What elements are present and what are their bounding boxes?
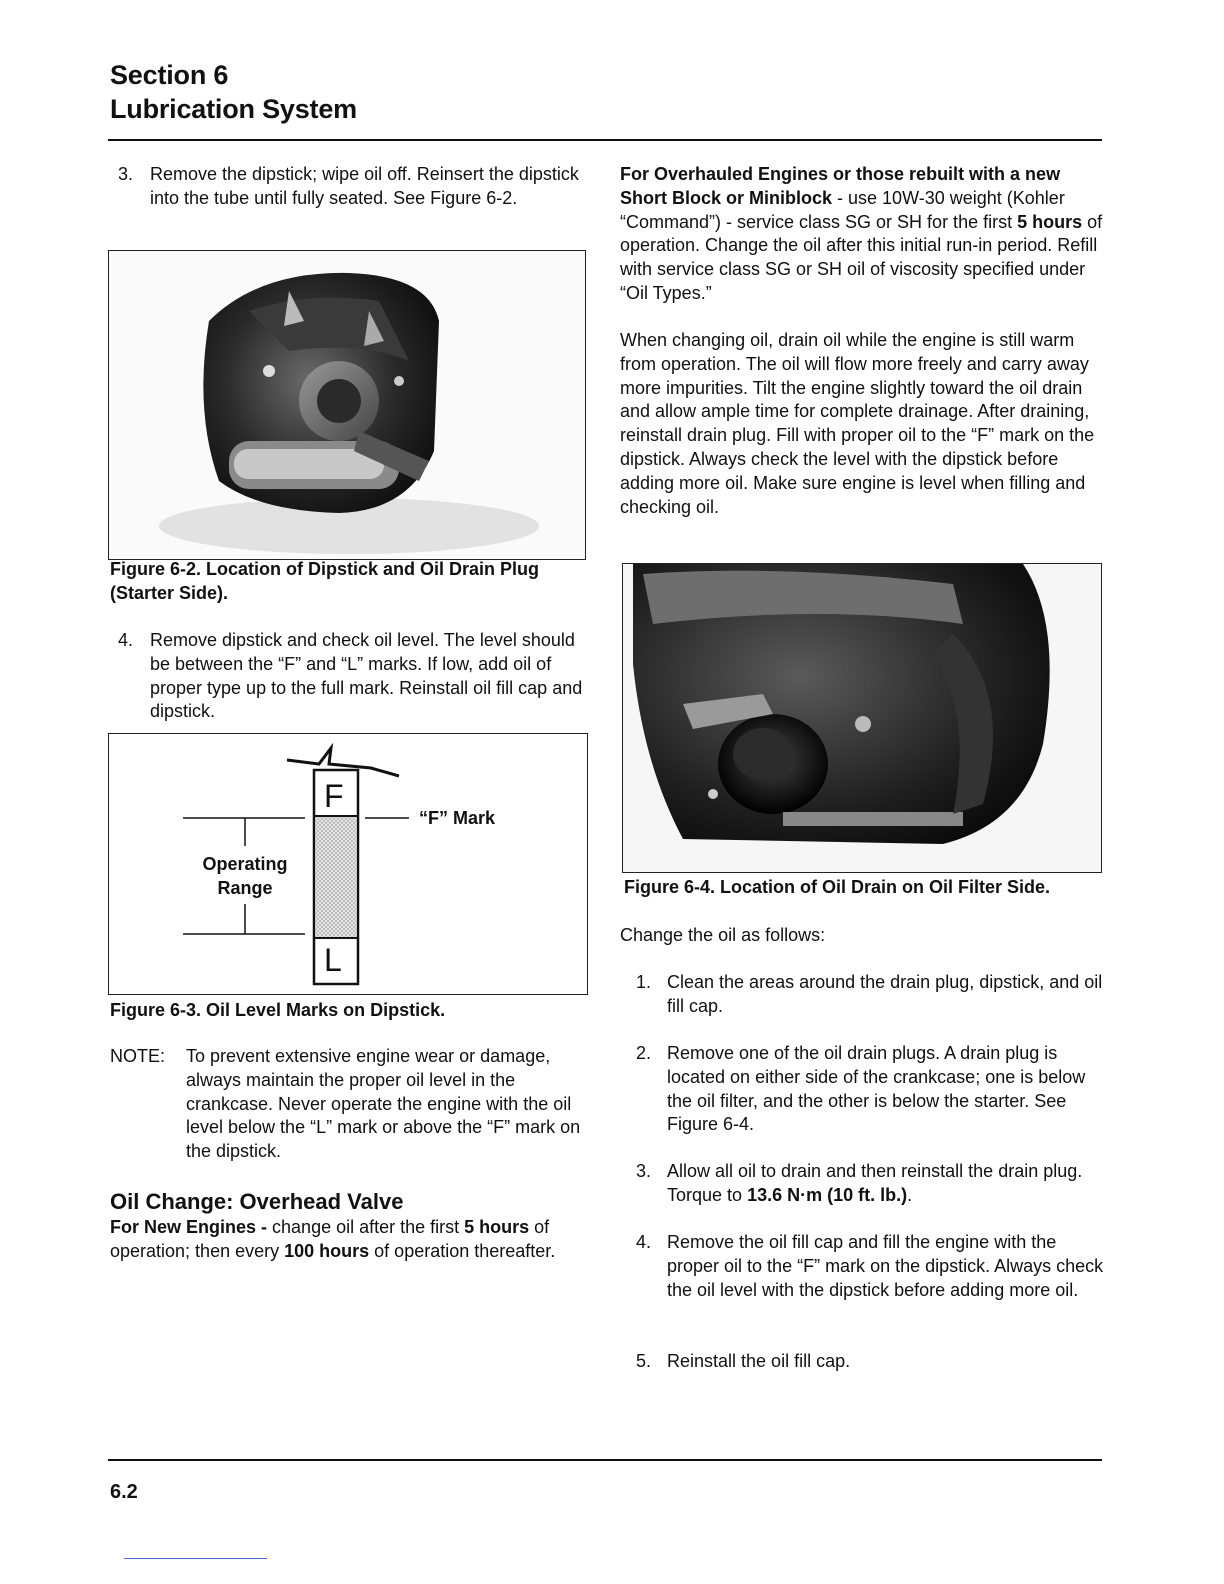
operating-range-label: Operating Range [202,854,288,898]
figure-6-3-caption: Figure 6-3. Oil Level Marks on Dipstick. [110,1000,446,1020]
right-step-1 [620,971,1106,1019]
page-number: 6.2 [110,1481,138,1503]
section-title: Lubrication System [110,94,357,124]
new-engines-paragraph: For New Engines - change oil after the first 5 hours of operation; then every 100 hours of operation thereafter. [110,1217,556,1261]
figure-6-4-photo [622,563,1102,873]
f-letter: F [324,778,344,814]
list-item: 2. Remove one of the oil drain plugs. A drain plug is located on either side of the crankcase; one is below the oil filter, and the other is below the starter. See Figure 6-4. [636,1043,1086,1135]
right-step-2 [620,1042,1106,1137]
figure-6-2-caption: Figure 6-2. Location of Dipstick and Oil Drain Plug (Starter Side). [110,559,540,603]
list-item: 5. Reinstall the oil fill cap. [636,1351,851,1371]
l-letter: L [324,942,342,978]
note-text: To prevent extensive engine wear or damage, always maintain the proper oil level in the crankcase. Never operate the engine with the oil level below the “L” mark or above the “F” mark on the dipstick. [186,1046,581,1162]
header-rule [108,139,1102,141]
list-item: 3. Remove the dipstick; wipe oil off. Reinsert the dipstick into the tube until fully seated. See Figure 6-2. [118,164,579,208]
list-item: 3. Allow all oil to drain and then reinstall the drain plug. Torque to 13.6 N·m (10 ft. lb.). [636,1161,1083,1205]
list-item: 4. Remove the oil fill cap and fill the engine with the proper oil to the “F” mark on the dipstick. Always check the oil level with the dipstick before adding more oil. [636,1232,1104,1300]
engine-oil-filter-side-image [623,564,1101,872]
overhauled-paragraph: For Overhauled Engines or those rebuilt with a new Short Block or Miniblock - use 10W-30 weight (Kohler “Command”) - service class SG or SH for the first 5 hours of operation. Change the oil after this initial run-in period. Refill with service class SG or SH oil of viscosity specified under “Oil Types.” [620,164,1103,303]
figure-6-3-diagram [108,733,588,995]
footer-rule [108,1459,1102,1461]
changing-oil-paragraph: When changing oil, drain oil while the engine is still warm from operation. The oil will flow more freely and carry away more impurities. Tilt the engine slightly toward the oil drain and allow ample time for complete drainage. After draining, reinstall drain plug. Fill with proper oil to the “F” mark on the dipstick. Always check the level with the dipstick before adding more oil. Make sure engine is level when filling and checking oil. [620,330,1095,517]
right-step-3 [620,1160,1106,1208]
note-block [110,1045,590,1164]
f-mark-label: “F” Mark [419,808,496,828]
list-item: 1. Clean the areas around the drain plug, dipstick, and oil fill cap. [636,972,1103,1016]
figure-6-2-photo [108,250,586,560]
left-step-4 [110,629,588,724]
left-step-3 [110,163,588,211]
list-item: 4. Remove dipstick and check oil level. The level should be between the “F” and “L” marks. If low, add oil of proper type up to the full mark. Reinstall oil fill cap and dipstick. [118,630,583,722]
right-step-5 [620,1350,1106,1374]
oil-change-subhead: Oil Change: Overhead Valve [110,1189,404,1214]
section-heading [110,58,357,126]
engine-starter-side-image [109,251,585,559]
right-step-4 [620,1231,1106,1302]
section-number: Section 6 [110,60,229,90]
figure-6-4-caption: Figure 6-4. Location of Oil Drain on Oil Filter Side. [624,877,1051,897]
footer-link-underline[interactable] [124,1558,267,1559]
change-intro: Change the oil as follows: [620,925,826,945]
note-label: NOTE: [110,1046,166,1066]
